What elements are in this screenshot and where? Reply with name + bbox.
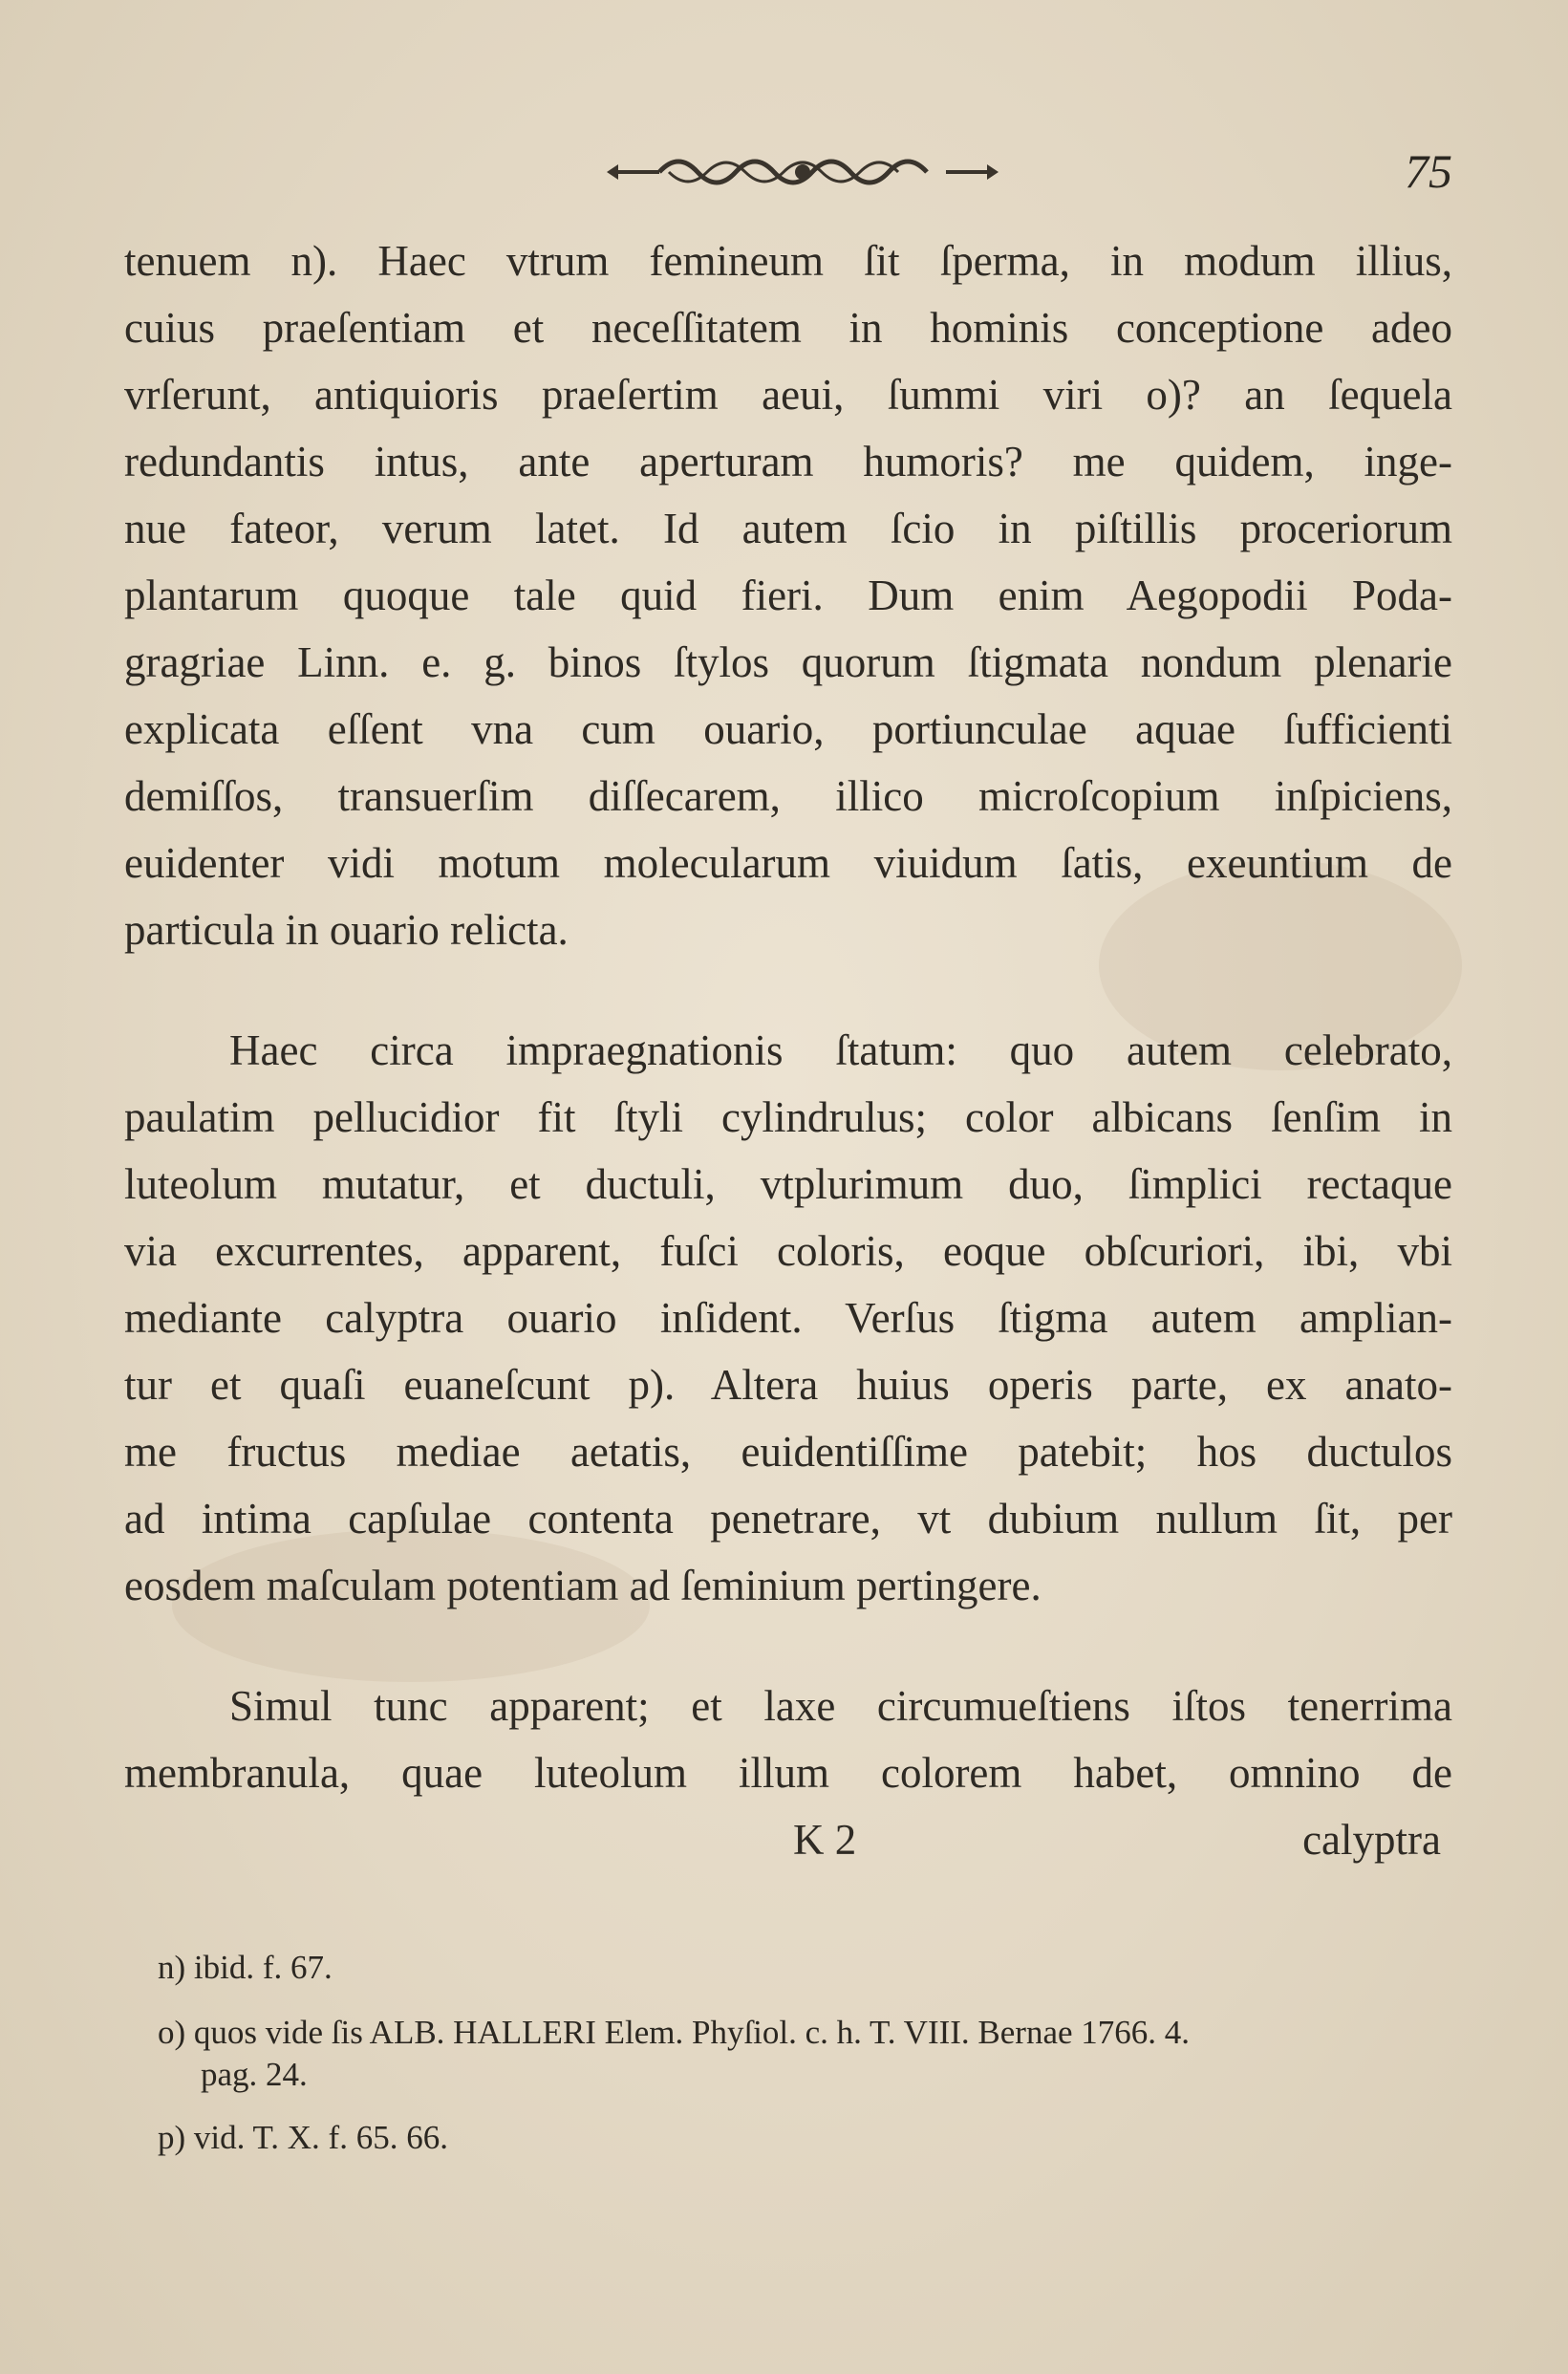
footnote-continuation: pag. 24. — [201, 2056, 308, 2093]
text-line: particula in ouario relicta. — [124, 906, 569, 954]
text-line: luteolum mutatur, et ductuli, vtplurimum duo, ſimplici rectaque — [124, 1160, 1452, 1208]
text-line: mediante calyptra ouario inſident. Verſus ſtigma autem amplian- — [124, 1294, 1452, 1342]
catch-line — [124, 1806, 1452, 1873]
signature-mark: K 2 — [793, 1816, 857, 1864]
decorative-scroll-ornament-icon — [602, 143, 1003, 201]
text-line: redundantis intus, ante aperturam humoris? me quidem, inge- — [124, 438, 1452, 486]
text-line: vrſerunt, antiquioris praeſertim aeui, ſummi viri o)? an ſequela — [124, 371, 1452, 419]
page-number: 75 — [1405, 144, 1452, 198]
footnote: o) quos vide ſis ALB. HALLERI Elem. Phyſiol. c. h. T. VIII. Bernae 1766. 4. — [158, 2014, 1191, 2051]
text-line: Haec circa impraegnationis ſtatum: quo autem celebrato, — [229, 1026, 1452, 1074]
text-line: membranula, quae luteolum illum colorem habet, omnino de — [124, 1749, 1452, 1797]
text-line: tenuem n). Haec vtrum femineum ſit ſperma, in modum illius, — [124, 237, 1452, 285]
text-line: tur et quaſi euaneſcunt p). Altera huius operis parte, ex anato- — [124, 1361, 1452, 1409]
text-line: explicata eſſent vna cum ouario, portiunculae aquae ſufficienti — [124, 705, 1452, 753]
text-line: plantarum quoque tale quid fieri. Dum enim Aegopodii Poda- — [124, 572, 1452, 619]
text-line: eosdem maſculam potentiam ad ſeminium pertingere. — [124, 1562, 1042, 1609]
paragraph-2 — [124, 1017, 1452, 1619]
text-line: demiſſos, transuerſim diſſecarem, illico microſcopium inſpiciens, — [124, 772, 1452, 820]
catchword: calyptra — [1302, 1816, 1441, 1864]
paragraph-1 — [124, 227, 1452, 963]
text-line: ad intima capſulae contenta penetrare, vt dubium nullum ſit, per — [124, 1495, 1452, 1543]
text-line: euidenter vidi motum molecularum viuidum ſatis, exeuntium de — [124, 839, 1452, 887]
text-line: cuius praeſentiam et neceſſitatem in hominis conceptione adeo — [124, 304, 1452, 352]
body-text — [124, 227, 1452, 1873]
paragraph-3 — [124, 1673, 1452, 1806]
text-line: via excurrentes, apparent, fuſci coloris, eoque obſcuriori, ibi, vbi — [124, 1227, 1452, 1275]
text-line: paulatim pellucidior fit ſtyli cylindrulus; color albicans ſenſim in — [124, 1093, 1452, 1141]
footnote: p) vid. T. X. f. 65. 66. — [158, 2119, 448, 2156]
footnote: n) ibid. f. 67. — [158, 1949, 333, 1986]
text-line: Simul tunc apparent; et laxe circumueſtiens iſtos tenerrima — [229, 1682, 1452, 1730]
text-line: me fructus mediae aetatis, euidentiſſime patebit; hos ductulos — [124, 1428, 1452, 1476]
footnotes — [158, 1935, 1457, 2170]
text-line: nue fateor, verum latet. Id autem ſcio in piſtillis proceriorum — [124, 505, 1452, 552]
text-line: gragriae Linn. e. g. binos ſtylos quorum ſtigmata nondum plenarie — [124, 638, 1452, 686]
